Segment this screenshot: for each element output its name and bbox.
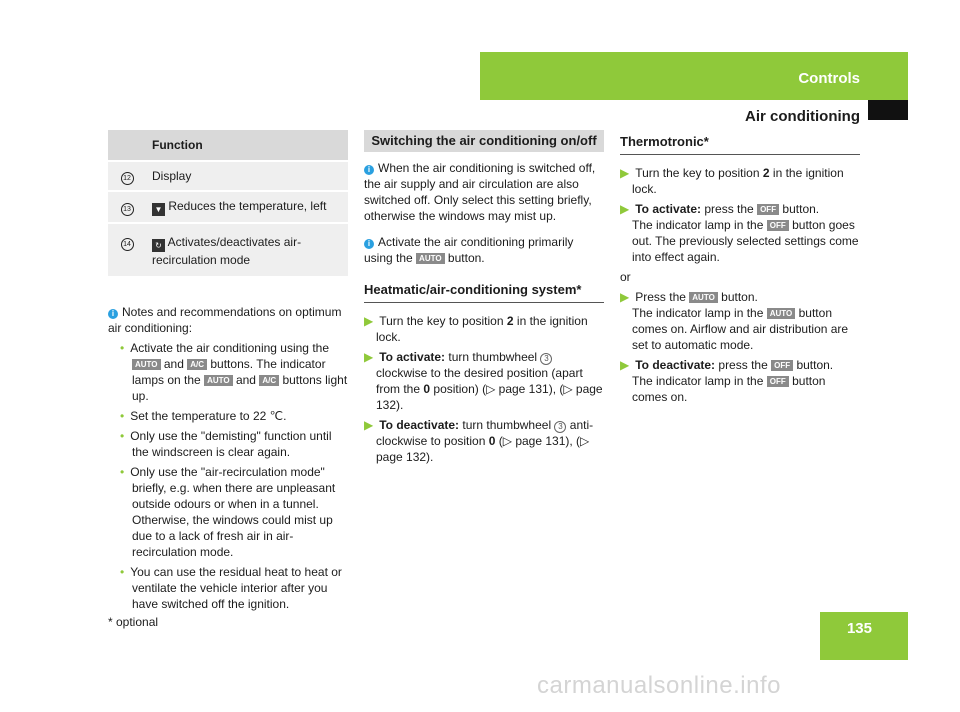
section-heading: Switching the air conditioning on/off (364, 130, 604, 152)
subsection-heading: Heatmatic/air-conditioning system* (364, 282, 604, 303)
table-row (108, 161, 348, 191)
function-table (108, 130, 348, 276)
row-desc: Activates/deactivates air-recirculation mode (152, 235, 302, 267)
step-item: ▶ To deactivate: press the OFF button. (620, 358, 834, 372)
header-marker (868, 100, 908, 120)
step-item: ▶ Turn the key to position 2 in the ignition lock. (364, 314, 588, 344)
table-row (108, 191, 348, 223)
column-3 (620, 130, 860, 405)
row-desc: Reduces the temperature, left (168, 199, 327, 213)
off-button-icon: OFF (771, 360, 793, 371)
bullet-item: • You can use the residual heat to heat or ventilate the vehicle interior after you have switched off the ignition. (120, 565, 342, 611)
or-text: or (620, 270, 631, 284)
info-icon: i (364, 239, 374, 249)
column-2 (364, 130, 604, 465)
auto-button-icon: AUTO (204, 375, 233, 386)
page-title: Air conditioning (745, 108, 860, 125)
recirculation-icon: ↻ (152, 239, 165, 252)
function-header: Function (146, 130, 348, 161)
step-item: ▶ To deactivate: turn thumbwheel 3 anti-clockwise to position 0 (▷ page 131), (▷ page 132). (364, 418, 594, 464)
thumbwheel-number: 3 (540, 353, 552, 365)
section-title: Controls (798, 70, 860, 87)
notes-block (108, 304, 348, 612)
ac-button-icon: A/C (259, 375, 279, 386)
notes-intro: Notes and recommendations on optimum air conditioning: (108, 305, 342, 335)
step-item: ▶ Turn the key to position 2 in the ignition lock. (620, 166, 844, 196)
row-number: 13 (121, 203, 134, 216)
off-button-icon: OFF (757, 204, 779, 215)
off-button-icon: OFF (767, 376, 789, 387)
section-heading: Thermotronic* (620, 134, 860, 155)
step-item: ▶ To activate: press the OFF button. (620, 202, 820, 216)
info-icon: i (364, 165, 374, 175)
watermark: carmanualsonline.info (537, 672, 781, 699)
down-arrow-icon: ▼ (152, 203, 165, 216)
step-item: ▶ Press the AUTO button. (620, 290, 758, 304)
bullet-item: • Only use the "air-recirculation mode" briefly, e.g. when there are unpleasant outside odours or when in a tunnel. Otherwise, the windows could mist up due to a lack of fresh air in air-recirculation mode. (120, 465, 336, 559)
bullet-item: • Only use the "demisting" function until the windscreen is clear again. (120, 429, 332, 459)
auto-button-icon: AUTO (132, 359, 161, 370)
table-row (108, 223, 348, 276)
info-note: i Activate the air conditioning primarily using the AUTO button. (364, 235, 574, 265)
page-number: 135 (846, 620, 872, 637)
step-detail: The indicator lamp in the OFF button comes on. (632, 374, 826, 404)
step-item: ▶ To activate: turn thumbwheel 3 clockwise to the desired position (apart from the 0 position) (▷ page 131), (▷ page 132). (364, 350, 603, 412)
auto-button-icon: AUTO (689, 292, 718, 303)
row-desc: Display (146, 161, 348, 191)
footnote: * optional (108, 615, 159, 629)
auto-button-icon: AUTO (767, 308, 796, 319)
step-detail: The indicator lamp in the AUTO button comes on. Airflow and air distribution are set to automatic mode. (632, 306, 849, 352)
thumbwheel-number: 3 (554, 421, 566, 433)
header-band (480, 52, 908, 100)
page-number-box (820, 612, 908, 660)
auto-button-icon: AUTO (416, 253, 445, 264)
column-1 (108, 130, 348, 612)
bullet-item: • Set the temperature to 22 ℃. (120, 409, 287, 423)
row-number: 14 (121, 238, 134, 251)
info-note: i When the air conditioning is switched off, the air supply and air circulation are also switched off. Only select this setting briefly, otherwise the windows may mist up. (364, 161, 596, 223)
step-detail: The indicator lamp in the OFF button goes out. The previously selected settings come into effect again. (632, 218, 859, 264)
bullet-item: • Activate the air conditioning using the AUTO and A/C buttons. The indicator lamps on the AUTO and A/C buttons light up. (120, 341, 348, 403)
ac-button-icon: A/C (187, 359, 207, 370)
row-number: 12 (121, 172, 134, 185)
info-icon: i (108, 309, 118, 319)
off-button-icon: OFF (767, 220, 789, 231)
